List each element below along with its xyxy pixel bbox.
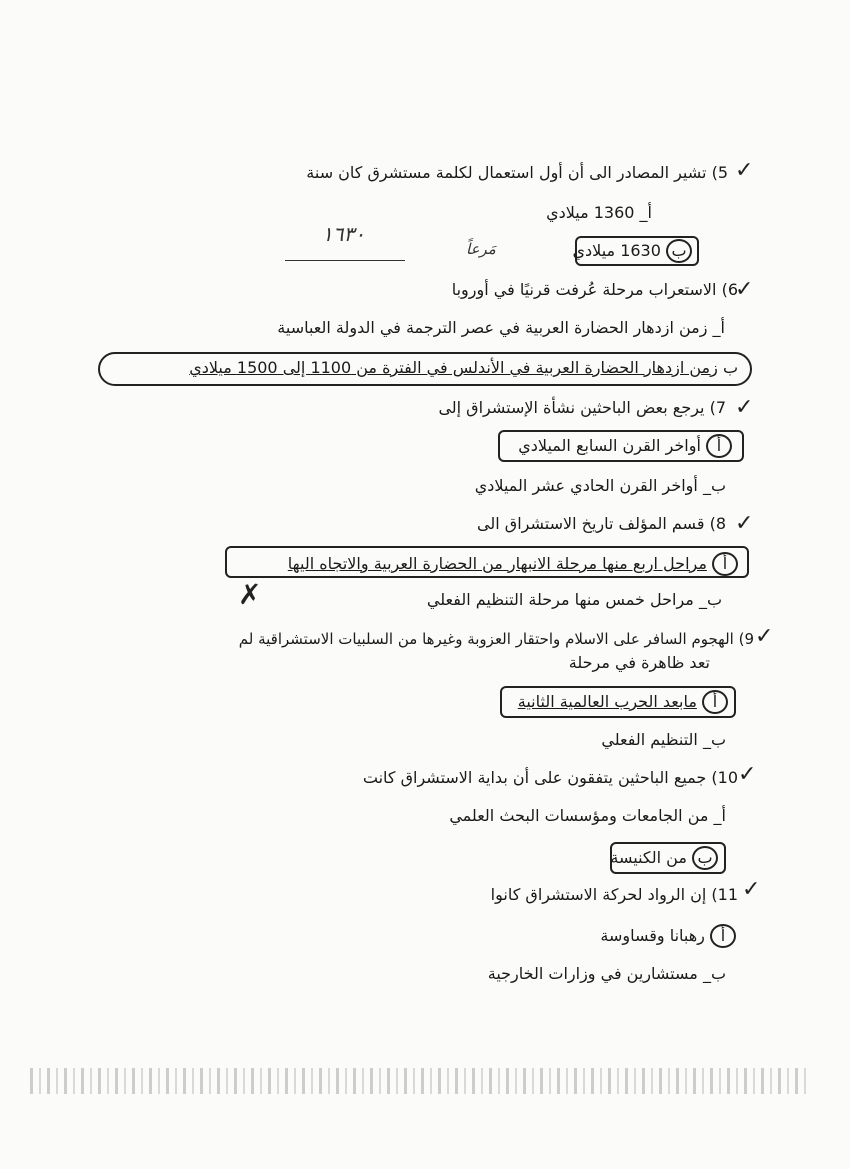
q10-option-b-text: من الكنيسة	[610, 848, 687, 867]
question-8: 8) قسم المؤلف تاريخ الاستشراق الى	[477, 514, 726, 533]
handwritten-note: ١٦٣٠	[322, 222, 365, 246]
q5-option-a: أ_ 1360 ميلادي	[546, 203, 652, 222]
scan-noise	[30, 1068, 810, 1094]
q10-option-b	[610, 846, 718, 870]
q10-option-a: أ_ من الجامعات ومؤسسات البحث العلمي	[449, 806, 726, 825]
q8-option-a-text: مراحل اربع منها مرحلة الانبهار من الحضارة العربية والاتجاه اليها	[287, 554, 707, 573]
q11-option-a-letter: أ	[710, 924, 736, 948]
q10-option-b-letter: ب	[692, 846, 718, 870]
question-9-line-2: تعد ظاهرة في مرحلة	[568, 653, 710, 672]
q11-option-b: ب_ مستشارين في وزارات الخارجية	[487, 964, 726, 983]
check-mark-icon: ✓	[735, 158, 754, 183]
q6-option-a: أ_ زمن ازدهار الحضارة العربية في عصر الترجمة في الدولة العباسية	[277, 318, 725, 337]
check-mark-icon: ✓	[735, 395, 754, 420]
question-9-line-1: 9) الهجوم السافر على الاسلام واحتقار العزوبة وغيرها من السلبيات الاستشراقية لم	[238, 630, 754, 648]
q5-option-b-text: 1630 ميلادي	[572, 241, 661, 260]
q11-option-a	[600, 924, 736, 948]
q6-option-b-text: زمن ازدهار الحضارة العربية في الأندلس في الفترة من 1100 إلى 1500 ميلادي	[189, 358, 718, 377]
q6-option-b	[189, 358, 738, 377]
question-5: 5) تشير المصادر الى أن أول استعمال لكلمة مستشرق كان سنة	[306, 163, 728, 182]
check-mark-icon: ✓	[738, 762, 757, 787]
q9-option-a-letter: أ	[702, 690, 728, 714]
q7-option-b: ب_ أواخر القرن الحادي عشر الميلادي	[474, 476, 726, 495]
q8-option-a	[288, 552, 738, 576]
check-mark-icon: ✓	[735, 277, 754, 302]
check-mark-icon: ✓	[735, 511, 754, 536]
q8-option-a-letter: أ	[712, 552, 738, 576]
q8-option-b: ب_ مراحل خمس منها مرحلة التنظيم الفعلي	[426, 590, 722, 609]
q11-option-a-text: رهبانا وقساوسة	[600, 926, 705, 945]
q9-option-a	[518, 690, 728, 714]
cross-mark-icon: ✗	[238, 578, 262, 611]
question-10: 10) جميع الباحثين يتفقون على أن بداية الاستشراق كانت	[362, 768, 738, 787]
check-mark-icon: ✓	[755, 624, 774, 649]
question-7: 7) يرجع بعض الباحثين نشأة الإستشراق إلى	[438, 398, 726, 417]
question-6: 6) الاستعراب مرحلة عُرفت قرنيًا في أوروبا	[451, 280, 738, 299]
q5-option-b	[573, 239, 693, 263]
check-mark-icon: ✓	[742, 877, 761, 902]
handwritten-note-2: مَرعاً	[466, 240, 496, 258]
q6-option-b-letter: ب	[722, 358, 738, 377]
hand-underline	[285, 260, 405, 261]
q9-option-a-text: مابعد الحرب العالمية الثانية	[517, 692, 697, 711]
q7-option-a-text: أواخر القرن السابع الميلادي	[518, 436, 701, 455]
q7-option-a	[518, 434, 732, 458]
q5-option-b-letter: ب	[666, 239, 692, 263]
q7-option-a-letter: أ	[706, 434, 732, 458]
question-11: 11) إن الرواد لحركة الاستشراق كانوا	[490, 885, 738, 904]
q9-option-b: ب_ التنظيم الفعلي	[601, 730, 726, 749]
